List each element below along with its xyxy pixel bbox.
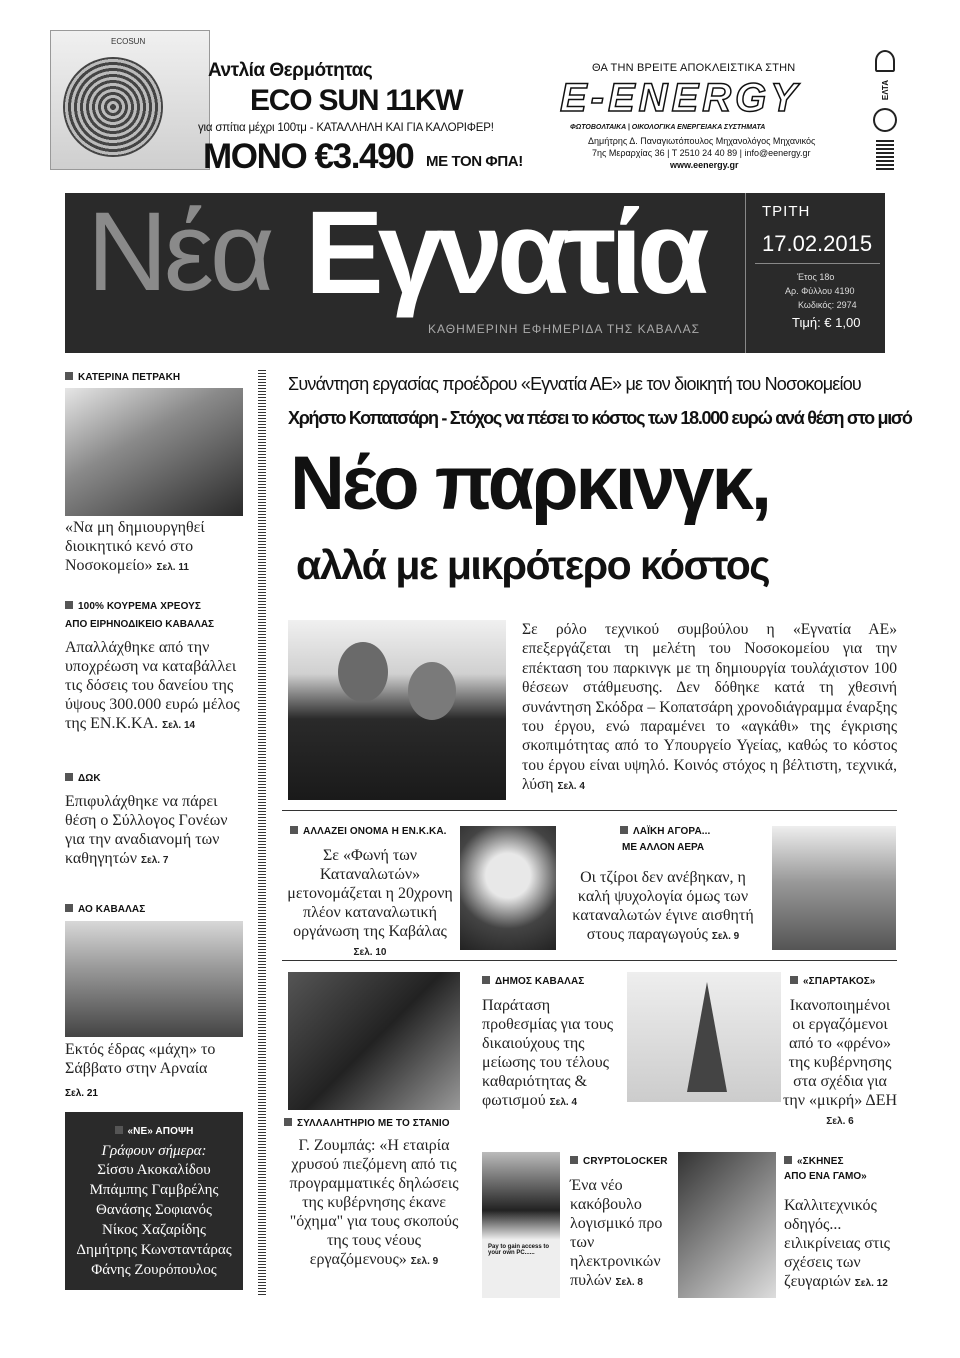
eenergy-website: www.eenergy.gr bbox=[670, 160, 739, 170]
mid-b-label-2: ΜΕ ΑΛΛΟΝ ΑΕΡΑ bbox=[622, 842, 705, 853]
opinion-author: Θανάσης Σοφιανός bbox=[96, 1202, 212, 1218]
row3-f-label: CRYPTOLOCKER bbox=[570, 1156, 668, 1167]
mid-b-photo bbox=[772, 826, 896, 950]
opinion-author: Φάνης Ζουρόπουλος bbox=[91, 1262, 217, 1278]
row3-e-page: Σελ. 6 bbox=[826, 1116, 854, 1127]
issue-sheet: Αρ. Φύλλου 4190 bbox=[785, 286, 855, 296]
ad-product-type: Αντλία Θερμότητας bbox=[208, 60, 373, 81]
row3-e-text: Ικανοποιημένοι οι εργαζόμενοι από το «φρένο» της κυβέρνησης στα σχέδια για την «μικρή» ΔΕΗ Σελ. 6 bbox=[782, 997, 898, 1127]
issue-date: 17.02.2015 bbox=[762, 231, 873, 256]
issue-price: Τιμή: € 1,00 bbox=[792, 315, 861, 330]
row3-e-label: «ΣΠΑΡΤΑΚΟΣ» bbox=[790, 976, 875, 987]
mid-b-label: ΛΑΪΚΗ ΑΓΟΡΑ... bbox=[620, 826, 710, 837]
lead-kicker-2: Χρήστο Κοπατσάρη - Στόχος να πέσει το κόστος των 18.000 ευρώ ανά θέση στο μισό bbox=[288, 408, 912, 428]
opinion-author: Μπάμπης Γαμβρέλης bbox=[89, 1182, 219, 1198]
ad-desc: για σπίτια μέχρι 100τμ - ΚΑΤΑΛΛΗΛΗ ΚΑΙ ΓΙΑ ΚΑΛΟΡΙΦΕΡ! bbox=[198, 122, 494, 134]
sidebar-4-photo bbox=[65, 921, 243, 1037]
unit-brand: ECOSUN bbox=[111, 37, 146, 46]
mid-b-page: Σελ. 9 bbox=[711, 931, 740, 942]
sidebar-3-label: ΔΩΚ bbox=[65, 773, 101, 784]
person-right-head bbox=[408, 662, 456, 720]
mid-b-text: Οι τζίροι δεν ανέβηκαν, η καλή ψυχολογία όμως των καταναλωτών έγινε αισθητή στους παραγωγούς Σελ. 9 bbox=[572, 869, 754, 943]
person-left-head bbox=[338, 642, 388, 702]
lead-headline-2: αλλά με μικρότερο κόστος bbox=[296, 542, 770, 588]
row3-g-label-2: ΑΠΟ ΕΝΑ ΓΑΜΟ» bbox=[784, 1171, 867, 1182]
masthead-title-bold: Εγνατία bbox=[305, 187, 704, 319]
eenergy-contact-name: Δημήτρης Δ. Παναγιωτόπουλος Μηχανολόγος Μηχανικός bbox=[588, 136, 816, 146]
sidebar-1-text: «Να μη δημιουργηθεί διοικητικό κενό στο Νοσοκομείο» Σελ. 11 bbox=[65, 519, 205, 574]
mid-a-photo bbox=[460, 826, 556, 950]
sidebar-2-label-2: ΑΠΟ ΕΙΡΗΝΟΔΙΚΕΙΟ ΚΑΒΑΛΑΣ bbox=[65, 619, 215, 630]
mid-a-page: Σελ. 10 bbox=[353, 947, 387, 958]
row3-f-photo bbox=[482, 1152, 560, 1298]
row3-g-label: «ΣΚΗΝΕΣ bbox=[784, 1156, 844, 1167]
sidebar-4-text: Εκτός έδρας «μάχη» το Σάββατο στην Αρναία bbox=[65, 1041, 216, 1077]
ad-price: ΜΟΝΟ €3.490 bbox=[203, 137, 414, 176]
lead-body: Σε ρόλο τεχνικού συμβούλου η «Εγνατία ΑΕ» επεξεργάζεται τη μελέτη του Νοσοκομείου για την επέκταση του παρκινγκ με τη δημιουργία τουλάχιστον 100 θέσεων στάθμευσης. Δεν δόθηκε κατά τη χθεσινή συνάντηση Σκόδρα – Κοπατσάρη χρονοδιάγραμμα έναρξης του έργου, ενώ παραμένει το «αγκάθι» της έγκρισης σκοπιμότητας από το Υπουργείο Υγείας, καθώς το κόστος του έργου είναι υψηλό. Κοινός στόχος η βέλτιστη, τεχνικά, λύση Σελ. 4 bbox=[522, 621, 897, 794]
sidebar-4-page: Σελ. 21 bbox=[65, 1088, 98, 1099]
hermes-icon bbox=[875, 50, 895, 72]
sidebar-1-label: ΚΑΤΕΡΙΝΑ ΠΕΤΡΑΚΗ bbox=[65, 372, 180, 383]
lead-photo bbox=[288, 620, 506, 800]
sidebar-3-text: Επιφυλάχθηκε να πάρει θέση ο Σύλλογος Γονέων για την αναδιανομή των καθηγητών Σελ. 7 bbox=[65, 793, 228, 867]
masthead-title-light: Νέα bbox=[87, 189, 271, 314]
ad-price-suffix: ΜΕ ΤΟΝ ΦΠΑ! bbox=[426, 153, 523, 170]
elta-badge bbox=[870, 50, 900, 170]
power-pylon-icon bbox=[687, 982, 727, 1092]
issue-day: ΤΡΙΤΗ bbox=[762, 203, 811, 220]
stamp-icon bbox=[873, 108, 897, 132]
screen-text: Pay to gain access to your own PC...... bbox=[488, 1244, 550, 1256]
row3-g-text: Καλλιτεχνικός οδηγός... ειλικρίνειας στις σχέσεις των ζευγαριών Σελ. 12 bbox=[784, 1197, 890, 1290]
mid-a-text: Σε «Φωνή των Καταναλωτών» μετονομάζεται η 20χρονη πλέον καταναλωτική οργάνωση της Καβάλας Σελ. 10 bbox=[287, 847, 453, 958]
ad-banner bbox=[40, 30, 920, 180]
row3-c-page: Σελ. 9 bbox=[410, 1256, 439, 1267]
column-divider bbox=[258, 370, 266, 1295]
eenergy-tagline: ΦΩΤΟΒΟΛΤΑΙΚΑ | ΟΙΚΟΛΟΓΙΚΑ ΕΝΕΡΓΕΙΑΚΑ ΣΥΣΤΗΜΑΤΑ bbox=[570, 124, 766, 131]
mid-a-label: ΑΛΛΑΖΕΙ ΟΝΟΜΑ Η ΕΝ.Κ.ΚΑ. bbox=[290, 826, 447, 837]
eenergy-contact-address: 7ης Μεραρχίας 36 | Τ 2510 24 40 89 | info@eenergy.gr bbox=[592, 148, 811, 158]
row3-c-label: ΣΥΛΛΑΛΗΤΗΡΙΟ ΜΕ ΤΟ ΣΤΑΝΙΟ bbox=[284, 1118, 450, 1129]
row3-c-photo bbox=[288, 972, 460, 1110]
row3-e-photo bbox=[627, 972, 781, 1102]
masthead bbox=[65, 187, 885, 353]
lead-page: Σελ. 4 bbox=[557, 781, 585, 793]
row3-d-label: ΔΗΜΟΣ ΚΑΒΑΛΑΣ bbox=[482, 976, 584, 987]
opinion-intro: Γράφουν σήμερα: bbox=[101, 1143, 207, 1159]
fan-grille bbox=[63, 57, 163, 157]
opinion-author: Νίκος Χαζαρίδης bbox=[102, 1222, 206, 1238]
barcode-icon bbox=[876, 140, 894, 170]
masthead-subtitle: ΚΑΘΗΜΕΡΙΝΗ ΕΦΗΜΕΡΙΔΑ ΤΗΣ ΚΑΒΑΛΑΣ bbox=[428, 322, 701, 336]
row3-g-page: Σελ. 12 bbox=[854, 1278, 888, 1289]
opinion-label: «ΝΕ» ΑΠΟΨΗ bbox=[65, 1126, 243, 1137]
lead-headline-1: Νέο παρκινγκ, bbox=[290, 441, 770, 526]
elta-label: ΕΛΤΑ bbox=[880, 79, 890, 101]
row3-d-text: Παράταση προθεσμίας για τους δικαιούχους της μείωσης του τέλους καθαριότητας & φωτισμού Σελ. 4 bbox=[482, 997, 614, 1109]
row3-c-text: Γ. Ζουμπάς: «Η εταιρία χρυσού πιεζόμενη από τις προγραμματικές δηλώσεις της κυβέρνησης έκανε "όχημα" για τους σκοπούς της τους νέους εργαζόμενους» Σελ. 9 bbox=[289, 1137, 459, 1268]
opinion-author: Σίσσυ Ακοκαλίδου bbox=[97, 1162, 211, 1178]
row3-g-photo bbox=[678, 1152, 776, 1298]
sidebar-1-photo bbox=[65, 388, 243, 516]
opinion-author: Δημήτρης Κωνσταντάρας bbox=[76, 1242, 232, 1258]
ad-model: ECO SUN 11KW bbox=[250, 84, 463, 117]
row3-f-page: Σελ. 8 bbox=[615, 1277, 643, 1288]
heat-pump-image bbox=[50, 30, 210, 170]
issue-code: Κωδικός: 2974 bbox=[798, 300, 857, 310]
sidebar-2-label: 100% ΚΟΥΡΕΜΑ ΧΡΕΟΥΣ bbox=[65, 601, 201, 612]
sidebar-3-page: Σελ. 7 bbox=[140, 855, 169, 866]
sidebar-2-page: Σελ. 14 bbox=[162, 720, 196, 731]
row3-d-page: Σελ. 4 bbox=[549, 1097, 578, 1108]
row3-f-text: Ένα νέο κακόβουλο λογισμικό προ των ηλεκτρονικών πυλών Σελ. 8 bbox=[570, 1177, 663, 1289]
opinion-box bbox=[65, 1112, 243, 1290]
lead-kicker-1: Συνάντηση εργασίας προέδρου «Εγνατία ΑΕ» με τον διοικητή του Νοσοκομείου bbox=[288, 374, 861, 394]
sidebar-2-text: Απαλλάχθηκε από την υποχρέωση να καταβάλλει τις δόσεις του δανείου της ύψους 300.000 ευρώ μέλος της ΕΝ.Κ.ΚΑ. Σελ. 14 bbox=[65, 639, 240, 732]
sidebar-1-page: Σελ. 11 bbox=[156, 562, 189, 573]
issue-year: Έτος 18ο bbox=[797, 272, 835, 282]
ad-find-text: ΘΑ ΤΗΝ ΒΡΕΙΤΕ ΑΠΟΚΛΕΙΣΤΙΚΑ ΣΤΗΝ bbox=[592, 62, 796, 74]
eenergy-logo: E-ENERGY bbox=[560, 76, 801, 120]
sidebar-4-label: ΑΟ ΚΑΒΑΛΑΣ bbox=[65, 904, 145, 915]
